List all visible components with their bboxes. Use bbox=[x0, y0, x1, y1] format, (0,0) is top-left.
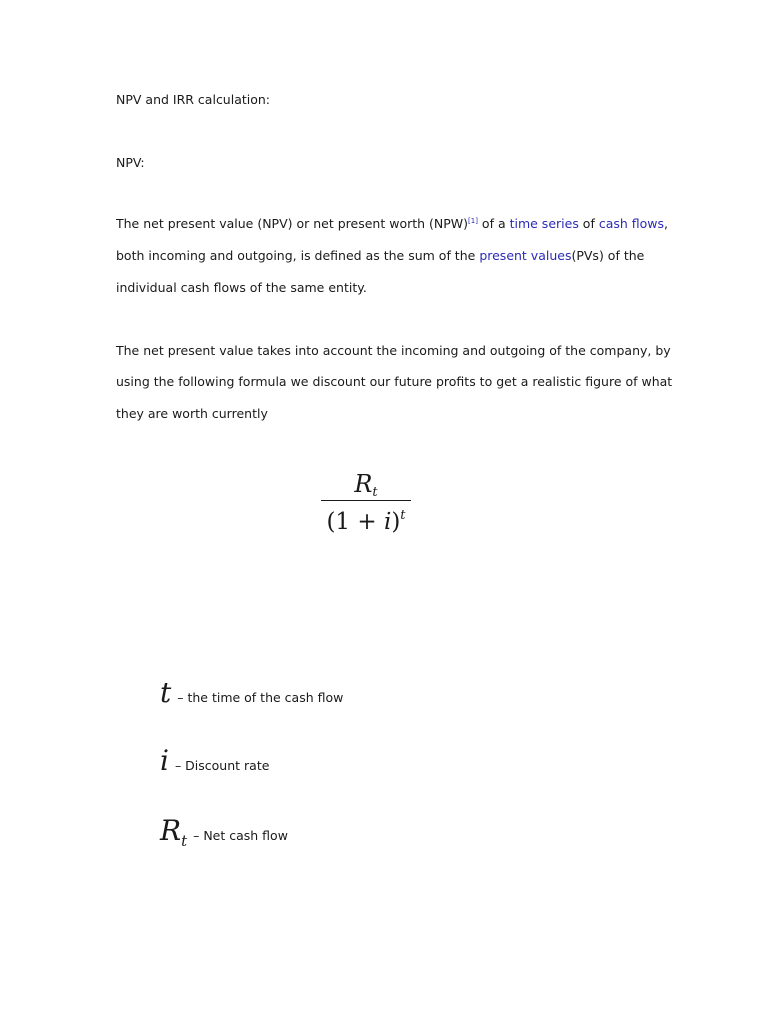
formula-den-exp: t bbox=[400, 508, 406, 524]
formula-numerator-sub: t bbox=[372, 485, 378, 500]
para1-text-a: The net present value (NPV) or net present worth (NPW) bbox=[116, 216, 469, 231]
para1-text-b: of a bbox=[477, 216, 510, 231]
paragraph-1-line-1 bbox=[116, 216, 668, 232]
para1-line2-text-a: both incoming and outgoing, is defined as the sum of the bbox=[116, 248, 480, 263]
para1-line2-text-b: (PVs) of the bbox=[571, 248, 645, 263]
formula-denominator bbox=[318, 501, 414, 537]
paragraph-2-line-1: The net present value takes into account the incoming and outgoing of the company, by bbox=[116, 343, 671, 358]
cash-flows-link[interactable]: cash flows bbox=[598, 216, 665, 231]
definition-i bbox=[160, 744, 269, 777]
paragraph-2-line-2: using the following formula we discount our future profits to get a realistic figure of what bbox=[116, 374, 673, 389]
para1-text-d: , bbox=[664, 216, 669, 231]
symbol-r-var: R bbox=[160, 814, 182, 847]
paragraph-2-line-3: they are worth currently bbox=[116, 406, 268, 421]
formula-numerator-var: R bbox=[354, 470, 373, 498]
formula-den-base: (1 + bbox=[326, 509, 384, 536]
time-series-link[interactable]: time series bbox=[509, 216, 579, 231]
definition-r bbox=[160, 814, 288, 850]
symbol-i: i bbox=[160, 744, 169, 777]
symbol-t: t bbox=[160, 676, 172, 709]
formula-den-var: i bbox=[383, 509, 392, 536]
symbol-r bbox=[160, 814, 187, 850]
symbol-r-sub: t bbox=[181, 832, 188, 850]
paragraph-1-line-2 bbox=[116, 248, 644, 264]
definition-i-text: – Discount rate bbox=[170, 758, 270, 773]
npv-label: NPV: bbox=[116, 155, 145, 170]
reference-1-link[interactable]: [1] bbox=[468, 216, 478, 225]
document-heading: NPV and IRR calculation: bbox=[116, 92, 271, 107]
definition-t-text: – the time of the cash flow bbox=[173, 690, 344, 705]
present-values-link[interactable]: present values bbox=[479, 248, 572, 263]
npv-formula bbox=[318, 470, 414, 537]
formula-den-close: ) bbox=[391, 509, 401, 536]
definition-t bbox=[160, 676, 343, 709]
formula-numerator bbox=[318, 470, 414, 500]
paragraph-1-line-3: individual cash flows of the same entity. bbox=[116, 280, 367, 295]
para1-text-c: of bbox=[578, 216, 599, 231]
definition-r-text: – Net cash flow bbox=[189, 828, 288, 843]
